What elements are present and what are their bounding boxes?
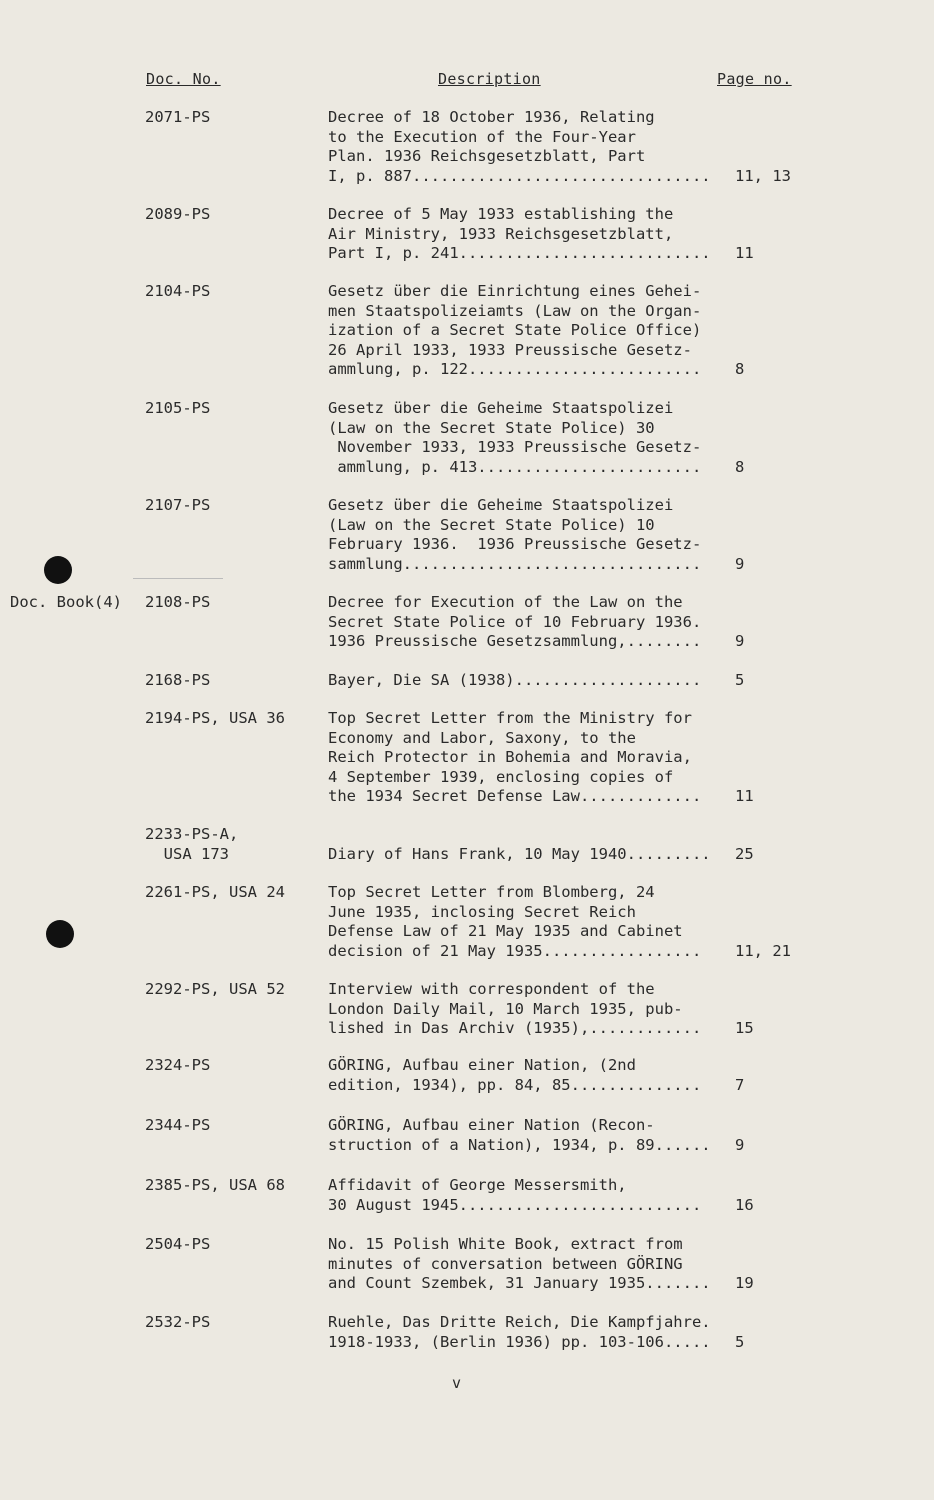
- page-reference: 16: [735, 1195, 754, 1214]
- page-reference: 5: [735, 1332, 745, 1351]
- doc-number: 2168-PS: [145, 671, 211, 689]
- doc-number: 2071-PS: [145, 108, 211, 126]
- page-reference: 11, 13: [735, 166, 791, 185]
- page-reference: 8: [735, 360, 745, 378]
- doc-number: 2292-PS, USA 52: [145, 980, 285, 998]
- doc-number: 2104-PS: [145, 282, 211, 300]
- page-reference: 9: [735, 632, 745, 650]
- doc-number: 2107-PS: [145, 496, 211, 514]
- doc-number: 2504-PS: [145, 1235, 211, 1253]
- header-page-no: Page no.: [717, 70, 792, 88]
- page-reference: 11: [735, 787, 754, 805]
- punch-hole-top: [44, 556, 72, 584]
- doc-description: Gesetz über die Geheime Staatspolizei (Law on the Secret State Police) 30 November 1933, 1933 Preussische Gesetz- ammlung, p. 413........................: [328, 399, 702, 476]
- page-reference: 25: [735, 844, 754, 863]
- page-reference: 11, 21: [735, 941, 791, 960]
- doc-description: Interview with correspondent of the London Daily Mail, 10 March 1935, pub- lished in Das Archiv (1935),............: [328, 980, 702, 1037]
- doc-number: 2261-PS, USA 24: [145, 883, 285, 901]
- doc-description: Decree of 5 May 1933 establishing the Air Ministry, 1933 Reichsgesetzblatt, Part I, p. 241...........................: [328, 205, 711, 262]
- doc-description: GÖRING, Aufbau einer Nation (Recon- struction of a Nation), 1934, p. 89......: [328, 1116, 711, 1154]
- doc-description: Ruehle, Das Dritte Reich, Die Kampfjahre. 1918-1933, (Berlin 1936) pp. 103-106.....: [328, 1313, 711, 1351]
- doc-description: Bayer, Die SA (1938)....................: [328, 671, 702, 689]
- margin-doc-book-label: Doc. Book(4): [10, 593, 122, 611]
- page-reference: 9: [735, 554, 745, 573]
- doc-description: Decree for Execution of the Law on the Secret State Police of 10 February 1936. 1936 Preussische Gesetzsammlung,........: [328, 593, 702, 650]
- doc-description: Top Secret Letter from the Ministry for Economy and Labor, Saxony, to the Reich Protector in Bohemia and Moravia, 4 September 1939, enclosing copies of the 1934 Secret Defense Law.............: [328, 709, 702, 805]
- page-reference: 15: [735, 1019, 754, 1037]
- doc-number: 2194-PS, USA 36: [145, 709, 285, 727]
- doc-number: 2105-PS: [145, 399, 211, 417]
- doc-description: Affidavit of George Messersmith, 30 August 1945..........................: [328, 1176, 702, 1214]
- doc-description: No. 15 Polish White Book, extract from minutes of conversation between GÖRING and Count Szembek, 31 January 1935.......: [328, 1235, 711, 1292]
- doc-description: Decree of 18 October 1936, Relating to the Execution of the Four-Year Plan. 1936 Reichsgesetzblatt, Part I, p. 887................................: [328, 108, 711, 185]
- doc-number: 2344-PS: [145, 1116, 211, 1134]
- doc-number: 2089-PS: [145, 205, 211, 223]
- page-reference: 7: [735, 1075, 745, 1094]
- doc-number: 2532-PS: [145, 1313, 211, 1331]
- margin-rule: [133, 578, 223, 579]
- doc-description: GÖRING, Aufbau einer Nation, (2nd edition, 1934), pp. 84, 85..............: [328, 1056, 702, 1094]
- punch-hole-bottom: [46, 920, 74, 948]
- doc-number: 2108-PS: [145, 593, 211, 611]
- doc-description: Top Secret Letter from Blomberg, 24 June 1935, inclosing Secret Reich Defense Law of 21 May 1935 and Cabinet decision of 21 May 1935.................: [328, 883, 702, 960]
- doc-number: 2233-PS-A, USA 173: [145, 825, 239, 863]
- page-reference: 19: [735, 1274, 754, 1292]
- page-reference: 9: [735, 1135, 745, 1154]
- doc-description: Diary of Hans Frank, 10 May 1940.........: [328, 844, 711, 863]
- header-doc-no: Doc. No.: [146, 70, 221, 88]
- header-description: Description: [438, 70, 541, 88]
- page-reference: 11: [735, 244, 754, 262]
- page-reference: 5: [735, 671, 745, 689]
- doc-description: Gesetz über die Geheime Staatspolizei (Law on the Secret State Police) 10 February 1936. 1936 Preussische Gesetz- sammlung................................: [328, 496, 702, 573]
- doc-number: 2385-PS, USA 68: [145, 1176, 285, 1194]
- doc-description: Gesetz über die Einrichtung eines Gehei- men Staatspolizeiamts (Law on the Organ- ization of a Secret State Police Office) 26 April 1933, 1933 Preussische Gesetz- ammlung, p. 122.........................: [328, 282, 702, 378]
- page-reference: 8: [735, 457, 745, 476]
- page-footer-numeral: v: [452, 1374, 462, 1392]
- doc-number: 2324-PS: [145, 1056, 211, 1074]
